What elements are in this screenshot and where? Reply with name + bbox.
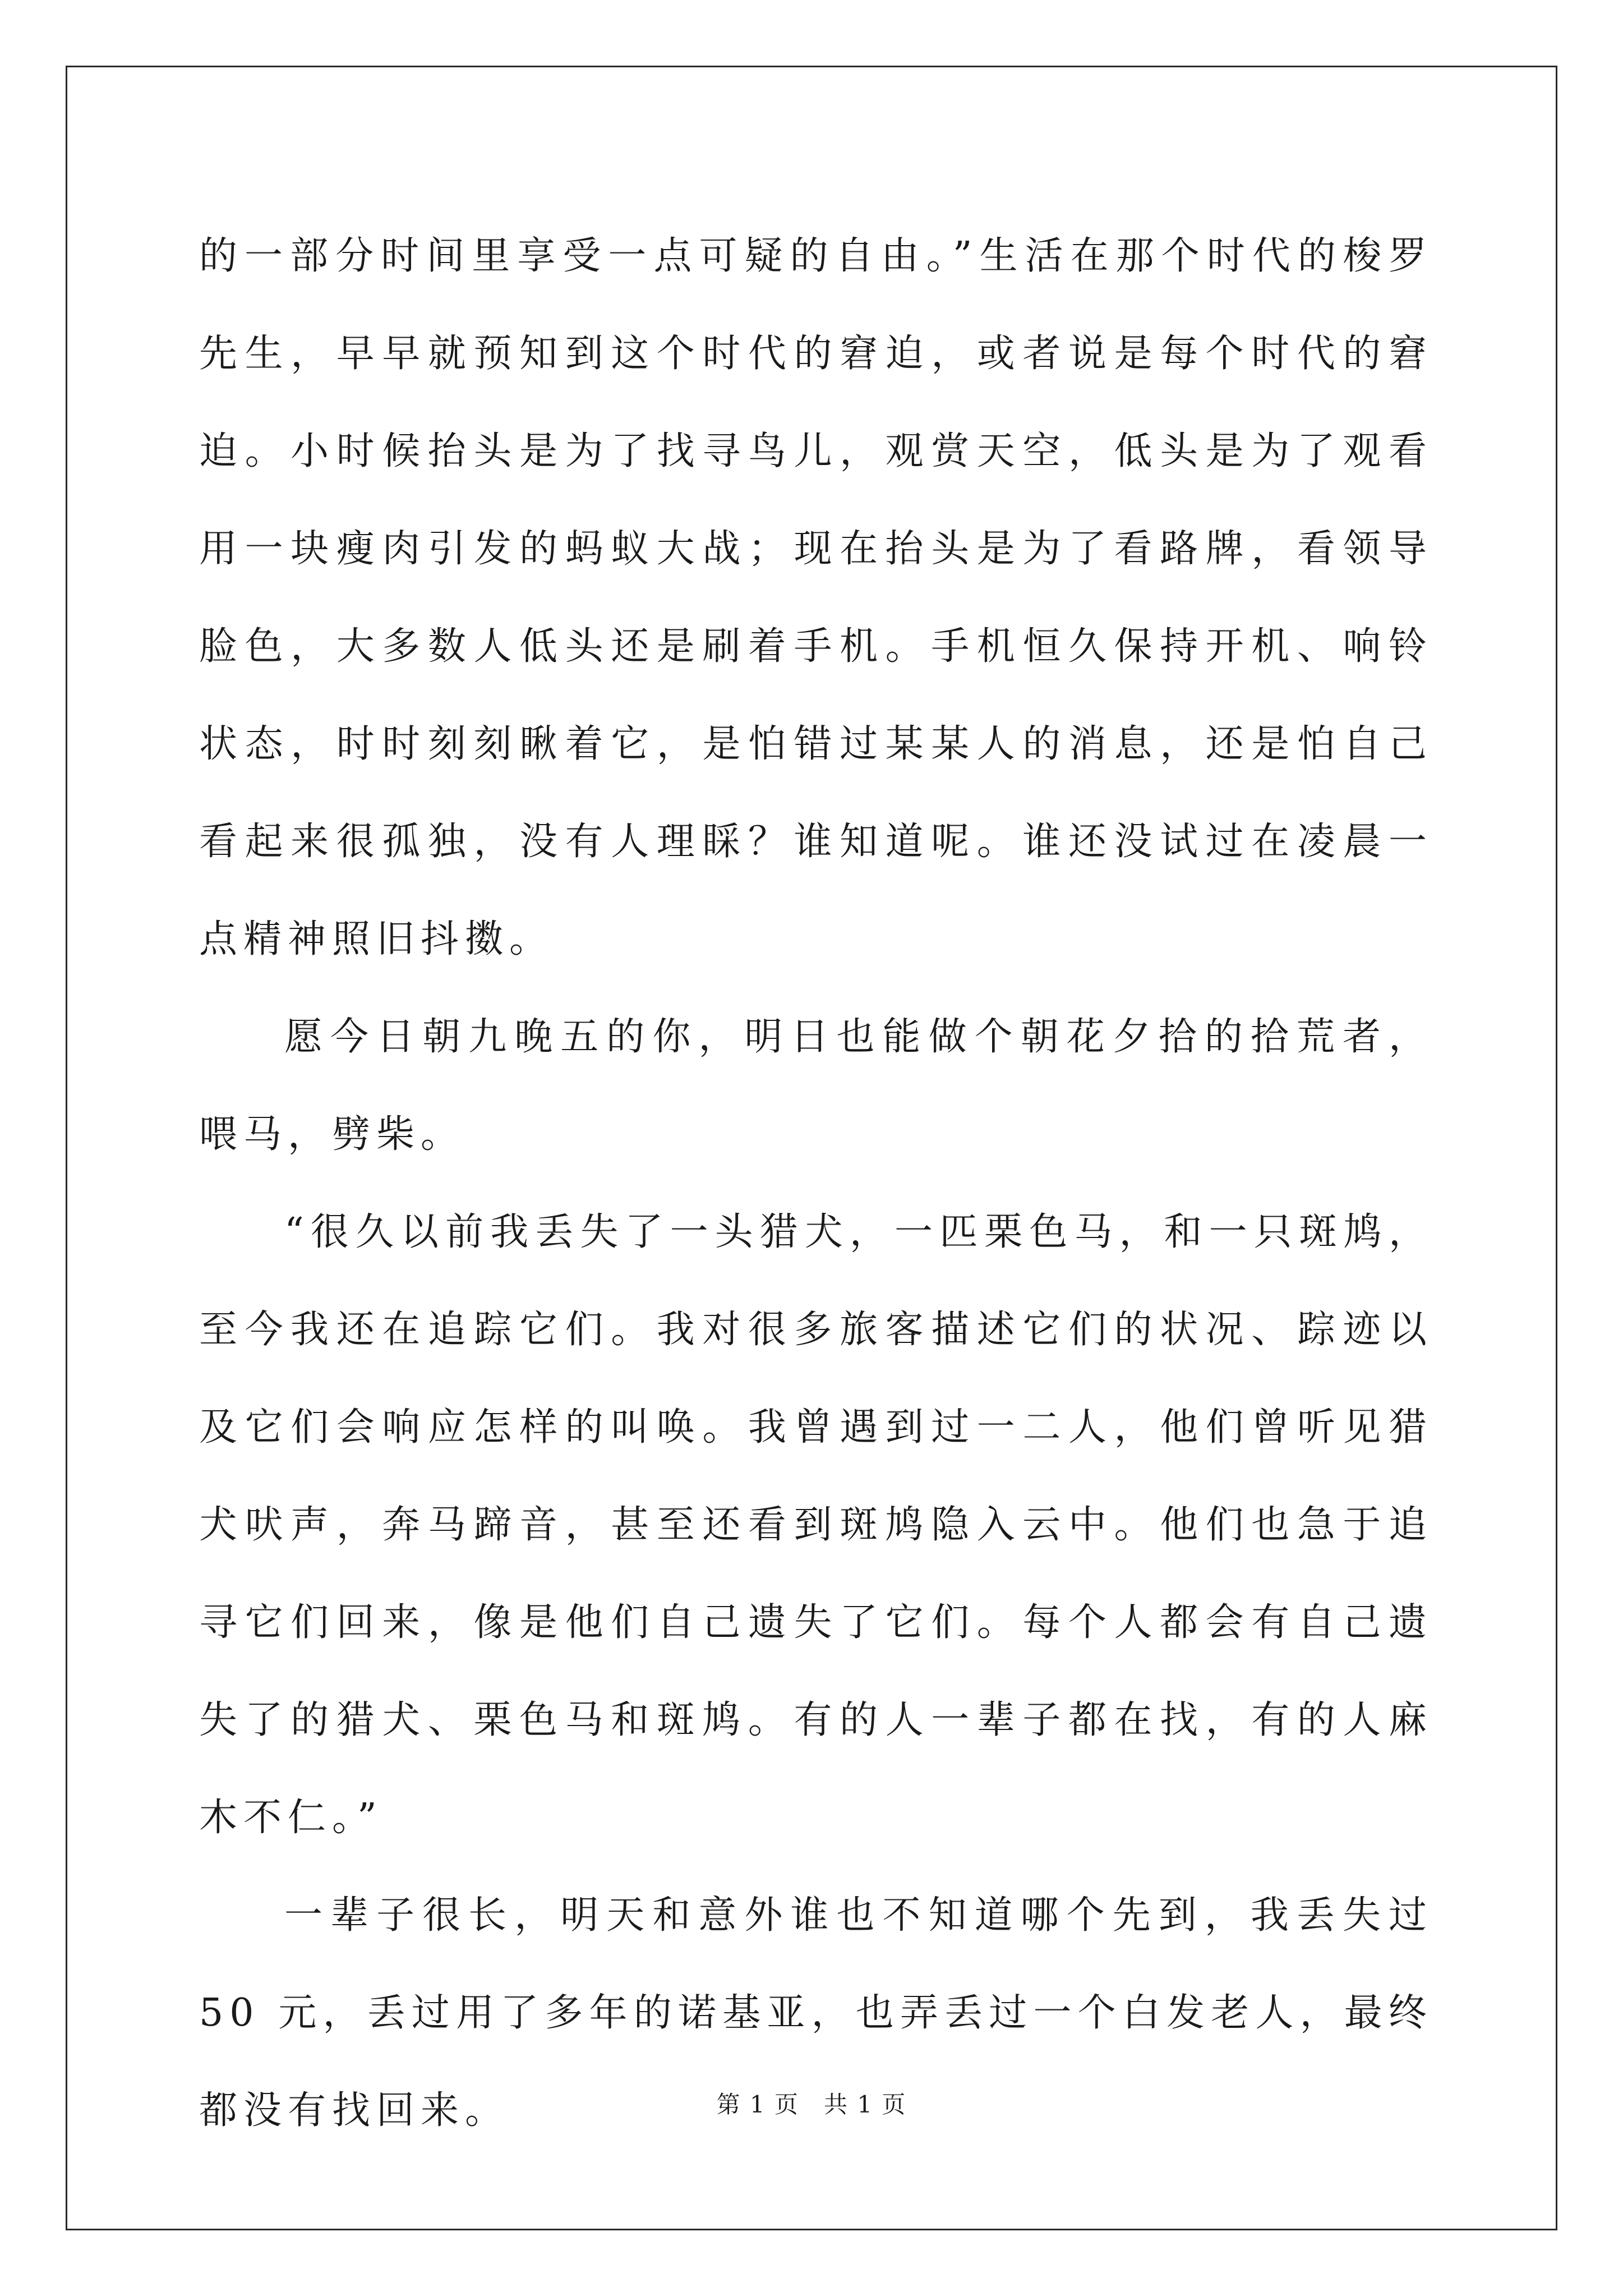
paragraph-3: “很久以前我丢失了一头猎犬，一匹栗色马，和一只斑鸠，至今我还在追踪它们。我对很多旅客描述它们的状况、踪迹以及它们会响应怎样的叫唤。我曾遇到过一二人，他们曾听见猎犬吠声，奔马蹄音，甚至还看到斑鸠隐入云中。他们也急于追寻它们回来，像是他们自己遗失了它们。每个人都会有自己遗失了的猎犬、栗色马和斑鸠。有的人一辈子都在找，有的人麻木不仁。” [199, 1210, 1433, 1840]
paragraph-1: 的一部分时间里享受一点可疑的自由。”生活在那个时代的梭罗先生，早早就预知到这个时代的窘迫，或者说是每个时代的窘迫。小时候抬头是为了找寻鸟儿，观赏天空，低头是为了观看用一块瘦肉引发的蚂蚁大战；现在抬头是为了看路牌，看领导脸色，大多数人低头还是刷着手机。手机恒久保持开机、响铃状态，时时刻刻瞅着它，是怕错过某某人的消息，还是怕自己看起来很孤独，没有人理睬？谁知道呢。谁还没试过在凌晨一点精神照旧抖擞。 [199, 234, 1433, 961]
paragraph-2: 愿今日朝九晚五的你，明日也能做个朝花夕拾的拾荒者，喂马，劈柴。 [199, 1015, 1433, 1157]
page-number-footer: 第 1 页 共 1 页 [716, 2091, 907, 2118]
document-body [199, 208, 1433, 2160]
paragraph-4: 一辈子很长，明天和意外谁也不知道哪个先到，我丢失过 50 元，丢过用了多年的诺基亚，也弄丢过一个白发老人，最终都没有找回来。 [199, 1893, 1433, 2133]
